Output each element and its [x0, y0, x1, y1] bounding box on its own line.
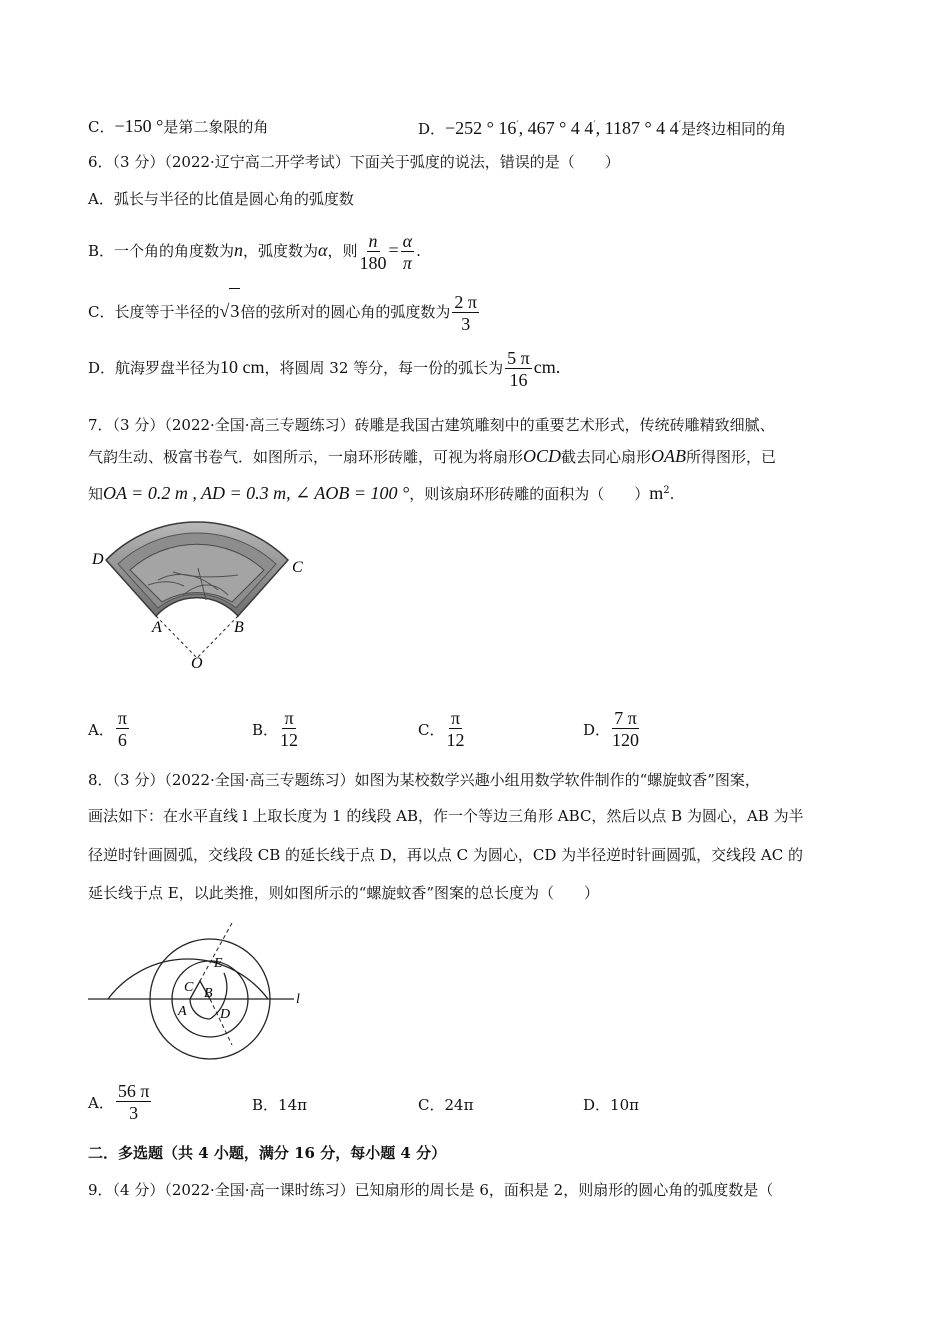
denominator: 16 — [509, 369, 528, 390]
label-d: D — [92, 551, 104, 568]
numerator: 56 π — [117, 1081, 150, 1101]
denominator: 12 — [446, 730, 465, 750]
denominator: 120 — [612, 730, 640, 750]
option-label: C． — [88, 118, 115, 136]
sector-name: OCD — [523, 446, 562, 466]
angle-value: −150 ° — [114, 116, 164, 136]
text: 知 — [88, 485, 104, 503]
option-text: B．一个角的角度数为 — [88, 242, 235, 260]
q7-option-c — [418, 708, 466, 751]
label-c: C — [292, 559, 303, 576]
arc-ad — [190, 999, 210, 1019]
radius-oa — [156, 616, 197, 658]
variable: α — [318, 240, 328, 260]
radicand: 3 — [229, 288, 240, 333]
q6-option-c — [88, 288, 481, 335]
q7-option-a — [88, 708, 131, 751]
q8-option-c: C．24π — [418, 1096, 474, 1114]
q6-stem: 6．（3 分）（2022·辽宁高二开学考试）下面关于弧度的说法，错误的是（ ） — [88, 153, 620, 171]
numerator: π — [117, 708, 127, 728]
denominator: 180 — [359, 252, 387, 273]
q6-option-b — [88, 228, 421, 274]
equals-sign: = — [388, 240, 399, 260]
numerator: π — [450, 708, 461, 728]
fraction — [401, 231, 414, 274]
option-text: C．长度等于半径的 — [88, 303, 220, 321]
option-text: ，将圆周 32 等分，每一份的弧长为 — [264, 359, 504, 377]
q6-option-a: A．弧长与半径的比值是圆心角的弧度数 — [88, 190, 354, 208]
label-b: B — [204, 986, 213, 1001]
period: . — [669, 485, 675, 503]
radius-ob — [197, 616, 238, 658]
option-text: 倍的弦所对的圆心角的弧度数为 — [240, 303, 451, 321]
sqrt-icon: √3 — [219, 301, 240, 321]
period: . — [416, 242, 421, 260]
given-values: OA = 0.2 m , AD = 0.3 m, ∠ AOB = 100 ° — [103, 483, 410, 503]
numerator: α — [402, 230, 413, 251]
q9-stem: 9．（4 分）（2022·全国·高一课时练习）已知扇形的周长是 6，面积是 2，则扇形的圆心角的弧度数是（ — [88, 1181, 774, 1199]
fraction — [116, 1081, 152, 1124]
fraction — [505, 348, 532, 391]
q8-line-3: 径逆时针画圆弧，交线段 CB 的延长线于点 D，再以点 C 为圆心，CD 为半径逆时针画圆弧，交线段 AC 的 — [88, 846, 803, 864]
q7-line-3 — [88, 481, 674, 504]
q5-option-d — [418, 116, 786, 139]
q6-option-d — [88, 345, 560, 391]
text: 所得图形，已 — [686, 448, 777, 466]
label-b: B — [234, 619, 244, 636]
denominator: π — [402, 252, 412, 273]
label-a: A — [152, 619, 162, 636]
option-label: D． — [583, 721, 611, 739]
option-label: C． — [418, 721, 445, 739]
fraction — [612, 708, 639, 751]
sector-name: OAB — [651, 446, 687, 466]
denominator: 12 — [280, 730, 299, 750]
q7-line-2 — [88, 446, 776, 467]
angle-value: −252 ° 16 — [445, 118, 517, 138]
numerator: π — [284, 708, 294, 728]
q7-option-b — [252, 708, 300, 751]
option-text: D．航海罗盘半径为 — [88, 359, 221, 377]
q8-line-2: 画法如下：在水平直线 l 上取长度为 1 的线段 AB，作一个等边三角形 ABC，然后以点 B 为圆心，AB 为半 — [88, 807, 804, 825]
text: 气韵生动、极富书卷气．如图所示，一扇环形砖雕，可视为将扇形 — [88, 448, 524, 466]
numerator: n — [368, 230, 378, 251]
numerator: 2 π — [454, 291, 477, 312]
label-c: C — [184, 980, 194, 995]
option-label: A． — [88, 1094, 114, 1112]
prime-mark: ′ — [516, 120, 519, 131]
radius-value: 10 cm — [220, 357, 265, 377]
q8-option-b: B．14π — [252, 1096, 307, 1114]
option-text: ，则 — [327, 242, 358, 260]
label-e: E — [214, 956, 223, 971]
label-o: O — [191, 655, 203, 672]
prime-mark: ′ — [593, 120, 596, 131]
q8-line-4: 延长线于点 E，以此类推，则如图所示的“螺旋蚊香”图案的总长度为（ ） — [88, 884, 600, 902]
option-text: 是终边相同的角 — [680, 120, 786, 138]
label-a: A — [178, 1004, 187, 1019]
q5-option-c — [88, 116, 268, 137]
fraction — [116, 708, 129, 751]
q7-option-d — [583, 708, 641, 751]
variable: n — [234, 240, 244, 260]
spiral-coil-figure — [84, 915, 314, 1065]
exponent: 2 — [663, 485, 670, 496]
fraction — [452, 292, 479, 335]
q8-option-a — [88, 1081, 153, 1124]
option-text: 是第二象限的角 — [163, 118, 269, 136]
q8-line-1: 8．（3 分）（2022·全国·高三专题练习）如图为某校数学兴趣小组用数学软件制作的“螺旋蚊香”图案， — [88, 771, 760, 789]
unit: cm. — [533, 357, 561, 377]
prime-mark: ′ — [678, 120, 681, 131]
text: 截去同心扇形 — [561, 448, 652, 466]
q8-option-d: D．10π — [583, 1096, 639, 1114]
dashed-extension-bd — [210, 999, 232, 1045]
denominator: 3 — [461, 313, 471, 334]
fraction — [360, 231, 387, 274]
option-label: D． — [418, 120, 446, 138]
unit: m — [649, 483, 664, 503]
angle-value: , 1187 ° 4 4 — [595, 118, 679, 138]
section-heading: 二．多选题（共 4 小题，满分 16 分，每小题 4 分） — [88, 1144, 447, 1162]
option-label: B． — [252, 721, 279, 739]
option-label: A． — [88, 721, 114, 739]
fraction — [446, 708, 464, 751]
denominator: 3 — [129, 1103, 139, 1123]
label-l: l — [296, 992, 300, 1007]
numerator: 7 π — [614, 708, 637, 728]
option-text: ，弧度数为 — [243, 242, 319, 260]
annular-sector-figure — [88, 520, 318, 680]
denominator: 6 — [117, 730, 127, 750]
label-d: D — [220, 1007, 231, 1022]
q7-line-1: 7．（3 分）（2022·全国·高三专题练习）砖雕是我国古建筑雕刻中的重要艺术形式，传统砖雕精致细腻、 — [88, 416, 775, 434]
numerator: 5 π — [507, 347, 530, 368]
spiral-arcs — [88, 939, 294, 1059]
angle-value: , 467 ° 4 4 — [518, 118, 594, 138]
fraction — [280, 708, 298, 751]
text: ，则该扇环形砖雕的面积为（ ） — [409, 485, 650, 503]
